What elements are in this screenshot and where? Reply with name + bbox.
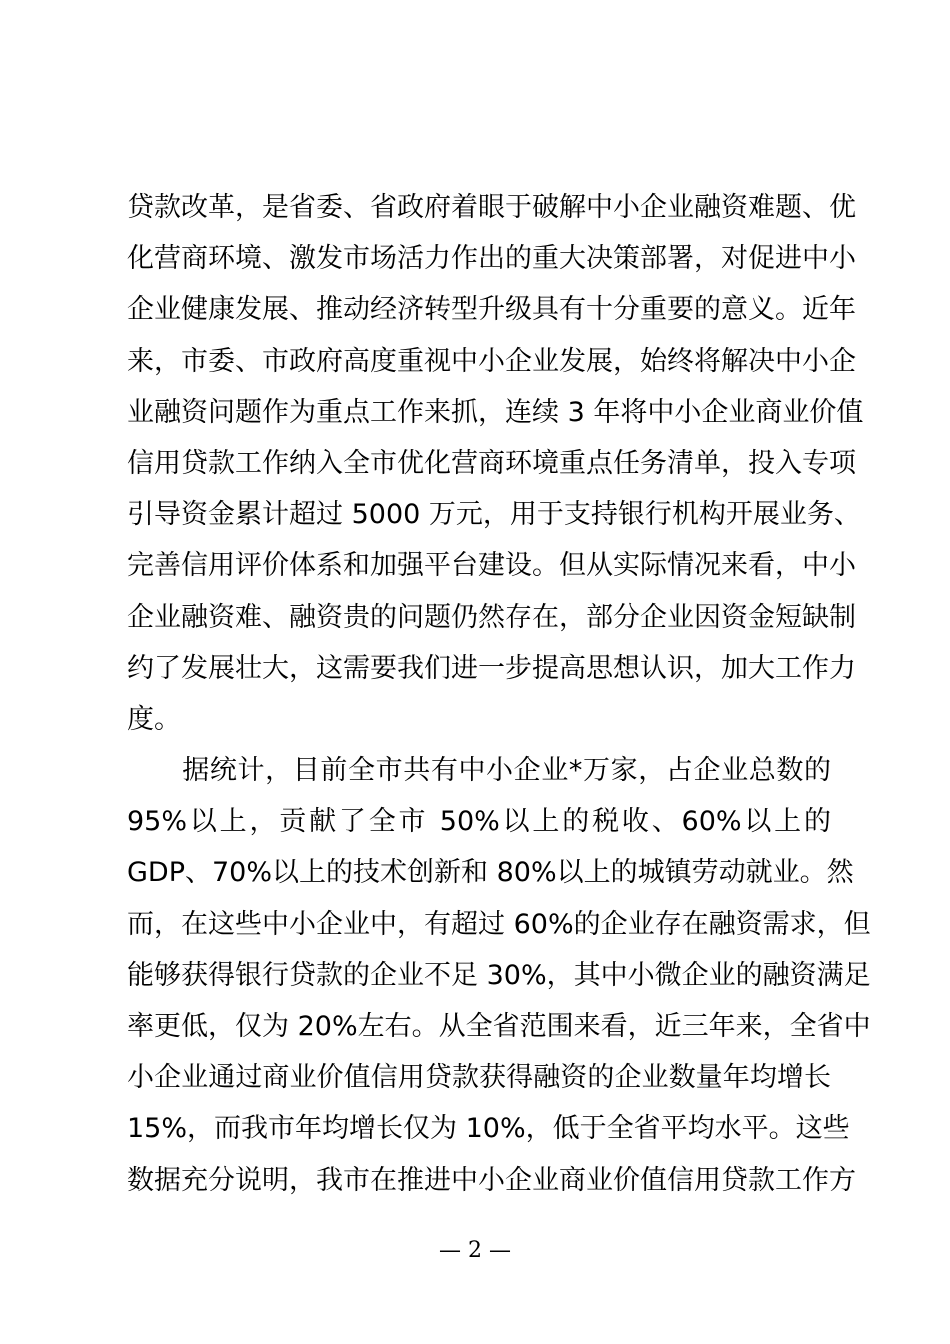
- text-line: 95%以上，贡献了全市 50%以上的税收、60%以上的: [127, 806, 831, 838]
- text-line: 约了发展壮大，这需要我们进一步提高思想认识，加大工作力: [127, 652, 856, 684]
- text-line: 能够获得银行贷款的企业不足 30%，其中小微企业的融资满足: [127, 959, 871, 991]
- text-line: GDP、70%以上的技术创新和 80%以上的城镇劳动就业。然: [127, 857, 854, 889]
- text-line: 度。: [127, 703, 181, 735]
- text-line: 完善信用评价体系和加强平台建设。但从实际情况来看，中小: [127, 550, 856, 582]
- text-line: 企业健康发展、推动经济转型升级具有十分重要的意义。近年: [127, 294, 856, 326]
- page-body: [127, 182, 871, 1206]
- text-line: 业融资问题作为重点工作来抓，连续 3 年将中小企业商业价值: [127, 396, 864, 428]
- text-line: 率更低，仅为 20%左右。从全省范围来看，近三年来，全省中: [127, 1011, 871, 1042]
- text-line: 企业融资难、融资贵的问题仍然存在，部分企业因资金短缺制: [127, 601, 856, 633]
- text-line: 来，市委、市政府高度重视中小企业发展，始终将解决中小企: [127, 345, 856, 377]
- text-line: 化营商环境、激发市场活力作出的重大决策部署，对促进中小: [127, 243, 856, 275]
- text-line: 小企业通过商业价值信用贷款获得融资的企业数量年均增长: [127, 1062, 831, 1094]
- text-line: 15%，而我市年均增长仅为 10%，低于全省平均水平。这些: [127, 1113, 850, 1145]
- page-number: — 2 —: [439, 1238, 511, 1263]
- text-line: 而，在这些中小企业中，有超过 60%的企业存在融资需求，但: [127, 908, 871, 940]
- text-line: 据统计，目前全市共有中小企业*万家，占企业总数的: [127, 755, 831, 787]
- paragraph-2: [127, 745, 871, 1206]
- paragraph-1: [127, 182, 864, 745]
- text-line: 引导资金累计超过 5000 万元，用于支持银行机构开展业务、: [127, 499, 861, 531]
- text-line: 信用贷款工作纳入全市优化营商环境重点任务清单，投入专项: [127, 447, 856, 479]
- text-line: 数据充分说明，我市在推进中小企业商业价值信用贷款工作方: [127, 1164, 856, 1196]
- text-line: 贷款改革，是省委、省政府着眼于破解中小企业融资难题、优: [127, 192, 856, 223]
